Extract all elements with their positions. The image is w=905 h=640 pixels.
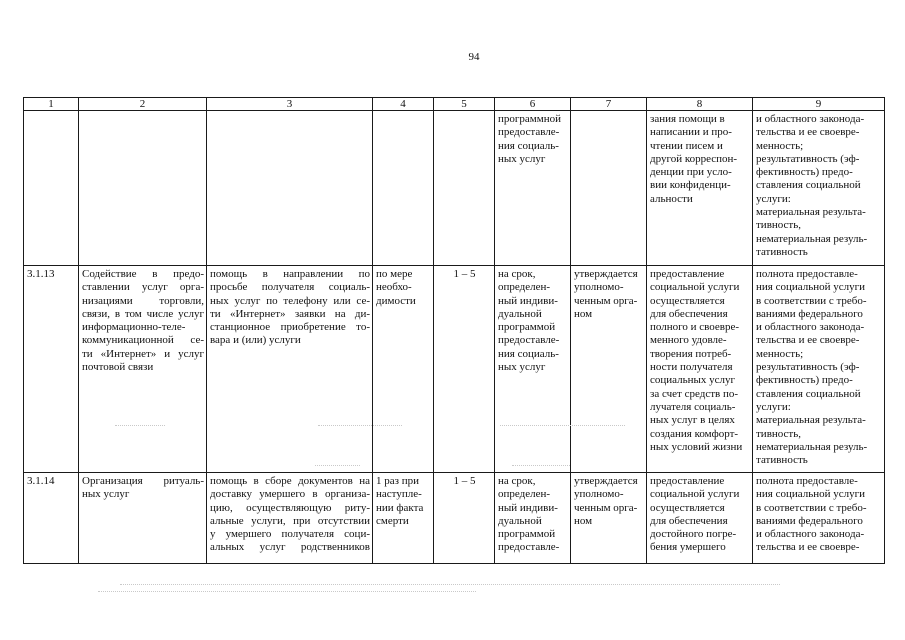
cell-text-line: ваниями федерального <box>756 514 863 527</box>
column-header-2: 2 <box>79 98 207 111</box>
column-header-9: 9 <box>753 98 885 111</box>
cell-text-line: димости <box>376 294 416 307</box>
cell-text-line: ченным орга- <box>574 501 638 514</box>
column-header-6: 6 <box>495 98 571 111</box>
table-cell-col-6 <box>495 111 571 266</box>
cell-text-line: осуществляется <box>650 501 725 514</box>
cell-text-line: полного и своевре- <box>650 321 739 334</box>
scan-artifact <box>512 465 570 466</box>
cell-text-line: ти «Интернет» и услуг <box>82 347 204 360</box>
cell-text-line: ных услуг <box>498 361 546 374</box>
cell-text-line: предоставление <box>650 475 725 487</box>
cell-text-line: по мере <box>376 268 413 280</box>
cell-text-line: ния социальной услуги <box>756 281 866 294</box>
cell-text-line: программной <box>498 113 561 125</box>
cell-text-line: цию, осуществляющую риту- <box>210 501 370 514</box>
cell-text-line: наступле- <box>376 488 422 501</box>
cell-text-line: для обеспечения <box>650 307 728 320</box>
column-header-3: 3 <box>207 98 373 111</box>
cell-text-line: полнота предоставле- <box>756 268 858 280</box>
cell-text-line: зания помощи в <box>650 113 725 125</box>
cell-text-line: ных услуг в целях <box>650 414 735 427</box>
table-cell-col-9 <box>753 266 885 473</box>
cell-text-line: уполномо- <box>574 281 624 294</box>
cell-text-line: тативность <box>756 245 808 258</box>
cell-text-line: социальной услуги <box>650 488 740 501</box>
table-cell-col-1 <box>24 111 79 266</box>
cell-text-line: альности <box>650 192 693 205</box>
cell-text-line: и областного законода- <box>756 321 865 334</box>
cell-text-line: ставлении услуг орга- <box>82 281 204 294</box>
table-cell-col-7 <box>571 111 647 266</box>
cell-text-line: услуги: <box>756 400 791 413</box>
cell-text-line: ных условий жизни <box>650 440 743 453</box>
cell-text-line: альные услуги, при отсутствии <box>210 514 370 527</box>
table-cell-col-1 <box>24 473 79 564</box>
cell-text-line: Организация ритуаль- <box>82 475 204 487</box>
cell-text-line: творения потреб- <box>650 347 732 360</box>
cell-text-line: ном <box>574 514 593 527</box>
table-row <box>24 266 885 473</box>
cell-text-line: ставления социальной <box>756 387 861 400</box>
cell-text-line: фективность) предо- <box>756 166 853 179</box>
cell-text-line: Содействие в предо- <box>82 268 204 280</box>
column-header-4: 4 <box>373 98 434 111</box>
table-cell-col-2 <box>79 473 207 564</box>
table-cell-col-3 <box>207 473 373 564</box>
cell-text-line: программой <box>498 528 556 541</box>
cell-text-line: ставления социальной <box>756 179 861 192</box>
table-header <box>24 98 885 111</box>
cell-text-line: вара и (или) услуги <box>210 334 301 347</box>
table-cell-col-2 <box>79 266 207 473</box>
cell-text-line: станционное приобретение то- <box>210 321 370 334</box>
scan-artifact <box>500 425 625 426</box>
cell-text-line: связи, в том числе услуг <box>82 307 204 320</box>
cell-text-line: бения умершего <box>650 541 726 554</box>
cell-text-line: на срок, <box>498 268 536 280</box>
cell-text-line: нии факта <box>376 501 424 514</box>
cell-text-line: определен- <box>498 281 551 294</box>
cell-text-line: необхо- <box>376 281 412 294</box>
cell-text-line: определен- <box>498 488 551 501</box>
column-header-5: 5 <box>434 98 495 111</box>
cell-text-line: утверждается <box>574 475 638 487</box>
cell-text-line: ченным орга- <box>574 294 638 307</box>
table-cell-col-5 <box>434 266 495 473</box>
cell-text-line: создания комфорт- <box>650 427 739 440</box>
table-cell-col-4 <box>373 473 434 564</box>
cell-text-line: тивность, <box>756 427 802 440</box>
cell-text-line: достойного погре- <box>650 528 737 541</box>
services-table <box>23 97 885 564</box>
cell-text-line: в соответствии с требо- <box>756 501 867 514</box>
cell-text-line: тельства и ее своевре- <box>756 334 860 347</box>
cell-text-line: 1 раз при <box>376 475 420 487</box>
cell-text-line: полнота предоставле- <box>756 475 858 487</box>
cell-text-line: 3.1.14 <box>27 475 55 487</box>
cell-text-line: доставку умершего в организа- <box>210 488 370 501</box>
cell-text-line: результативность (эф- <box>756 152 860 165</box>
cell-text-line: для обеспечения <box>650 514 728 527</box>
cell-text-line: нематериальная резуль- <box>756 440 868 453</box>
cell-text-line: информационно-теле- <box>82 321 186 334</box>
column-header-7: 7 <box>571 98 647 111</box>
table-cell-col-6 <box>495 473 571 564</box>
table-cell-col-9 <box>753 473 885 564</box>
column-header-8: 8 <box>647 98 753 111</box>
cell-text-line: ных услуг <box>498 152 546 165</box>
cell-text-line: и областного законода- <box>756 113 865 125</box>
cell-text-line: альных услуг родственников <box>210 541 370 554</box>
cell-text-line: тивность, <box>756 219 802 232</box>
cell-text-line: услуги: <box>756 192 791 205</box>
cell-text-line: лучателя социаль- <box>650 400 736 413</box>
cell-text-line: почтовой связи <box>82 361 154 374</box>
cell-text-line: ный индиви- <box>498 294 558 307</box>
cell-text-line: программой <box>498 321 556 334</box>
cell-text-line: социальной услуги <box>650 281 740 294</box>
cell-text-line: менного удовле- <box>650 334 727 347</box>
cell-text-line: помощь в сборе документов на <box>210 475 370 487</box>
table-row <box>24 111 885 266</box>
table-cell-col-7 <box>571 473 647 564</box>
scan-artifact <box>120 584 780 585</box>
table-cell-col-3 <box>207 111 373 266</box>
cell-text-line: написании и про- <box>650 126 732 139</box>
cell-text-line: предоставле- <box>498 126 560 139</box>
cell-text-line: смерти <box>376 514 409 527</box>
column-header-1: 1 <box>24 98 79 111</box>
table-cell-col-2 <box>79 111 207 266</box>
cell-text-line: помощь в направлении по <box>210 268 370 280</box>
cell-text-line: чтении писем и <box>650 139 723 152</box>
cell-text-line: дуальной <box>498 514 542 527</box>
cell-text-line: ния социаль- <box>498 139 559 152</box>
cell-text-line: ния социальной услуги <box>756 488 866 501</box>
cell-text-line: результативность (эф- <box>756 361 860 374</box>
table-cell-col-5 <box>434 111 495 266</box>
cell-text-line: вии конфиденци- <box>650 179 731 192</box>
cell-text-line: просьбе получателя социаль- <box>210 281 370 294</box>
table-cell-col-8 <box>647 266 753 473</box>
cell-text-line: на срок, <box>498 475 536 487</box>
cell-text-line: тельства и ее своевре- <box>756 541 860 554</box>
cell-text-line: социальных услуг <box>650 374 736 387</box>
cell-text-line: у умершего получателя соци- <box>210 528 370 541</box>
cell-text-line: предоставление <box>650 268 725 280</box>
table-body <box>24 111 885 564</box>
table-cell-col-8 <box>647 111 753 266</box>
cell-text-line: осуществляется <box>650 294 725 307</box>
table-row <box>24 473 885 564</box>
header-row <box>24 98 885 111</box>
cell-text-line: ности получателя <box>650 361 733 374</box>
cell-text-line: низациями торговли, <box>82 294 204 307</box>
cell-text-line: тельства и ее своевре- <box>756 126 860 139</box>
cell-text-line: 1 – 5 <box>453 475 476 487</box>
cell-text-line: коммуникационной се- <box>82 334 204 347</box>
cell-text-line: уполномо- <box>574 488 624 501</box>
cell-text-line: менность; <box>756 139 804 152</box>
cell-text-line: за счет средств по- <box>650 387 739 400</box>
scan-artifact <box>318 425 402 426</box>
table-cell-col-4 <box>373 111 434 266</box>
scan-artifact <box>115 425 165 426</box>
cell-text-line: предоставле- <box>498 334 560 347</box>
table-cell-col-6 <box>495 266 571 473</box>
cell-text-line: ном <box>574 307 593 320</box>
cell-text-line: ния социаль- <box>498 347 559 360</box>
cell-text-line: предоставле- <box>498 541 560 554</box>
scan-artifact <box>98 591 476 592</box>
cell-text-line: утверждается <box>574 268 638 280</box>
cell-text-line: ных услуг по телефону или се- <box>210 294 370 307</box>
table-cell-col-5 <box>434 473 495 564</box>
cell-text-line: материальная результа- <box>756 206 866 219</box>
table-cell-col-4 <box>373 266 434 473</box>
table-cell-col-1 <box>24 266 79 473</box>
table-cell-col-7 <box>571 266 647 473</box>
table-cell-col-9 <box>753 111 885 266</box>
cell-text-line: дуальной <box>498 307 542 320</box>
cell-text-line: нематериальная резуль- <box>756 232 868 245</box>
cell-text-line: ный индиви- <box>498 501 558 514</box>
cell-text-line: и областного законода- <box>756 528 865 541</box>
table-cell-col-3 <box>207 266 373 473</box>
page-number: 94 <box>468 51 480 63</box>
cell-text-line: денции при усло- <box>650 166 732 179</box>
cell-text-line: 3.1.13 <box>27 268 55 280</box>
cell-text-line: 1 – 5 <box>453 268 476 280</box>
table-cell-col-8 <box>647 473 753 564</box>
scan-artifact <box>315 465 360 466</box>
cell-text-line: тативность <box>756 454 808 467</box>
cell-text-line: другой корреспон- <box>650 152 738 165</box>
cell-text-line: в соответствии с требо- <box>756 294 867 307</box>
cell-text-line: ваниями федерального <box>756 307 863 320</box>
cell-text-line: материальная результа- <box>756 414 866 427</box>
cell-text-line: менность; <box>756 347 804 360</box>
cell-text-line: ти «Интернет» заявки на ди- <box>210 307 370 320</box>
cell-text-line: фективность) предо- <box>756 374 853 387</box>
cell-text-line: ных услуг <box>82 488 130 501</box>
